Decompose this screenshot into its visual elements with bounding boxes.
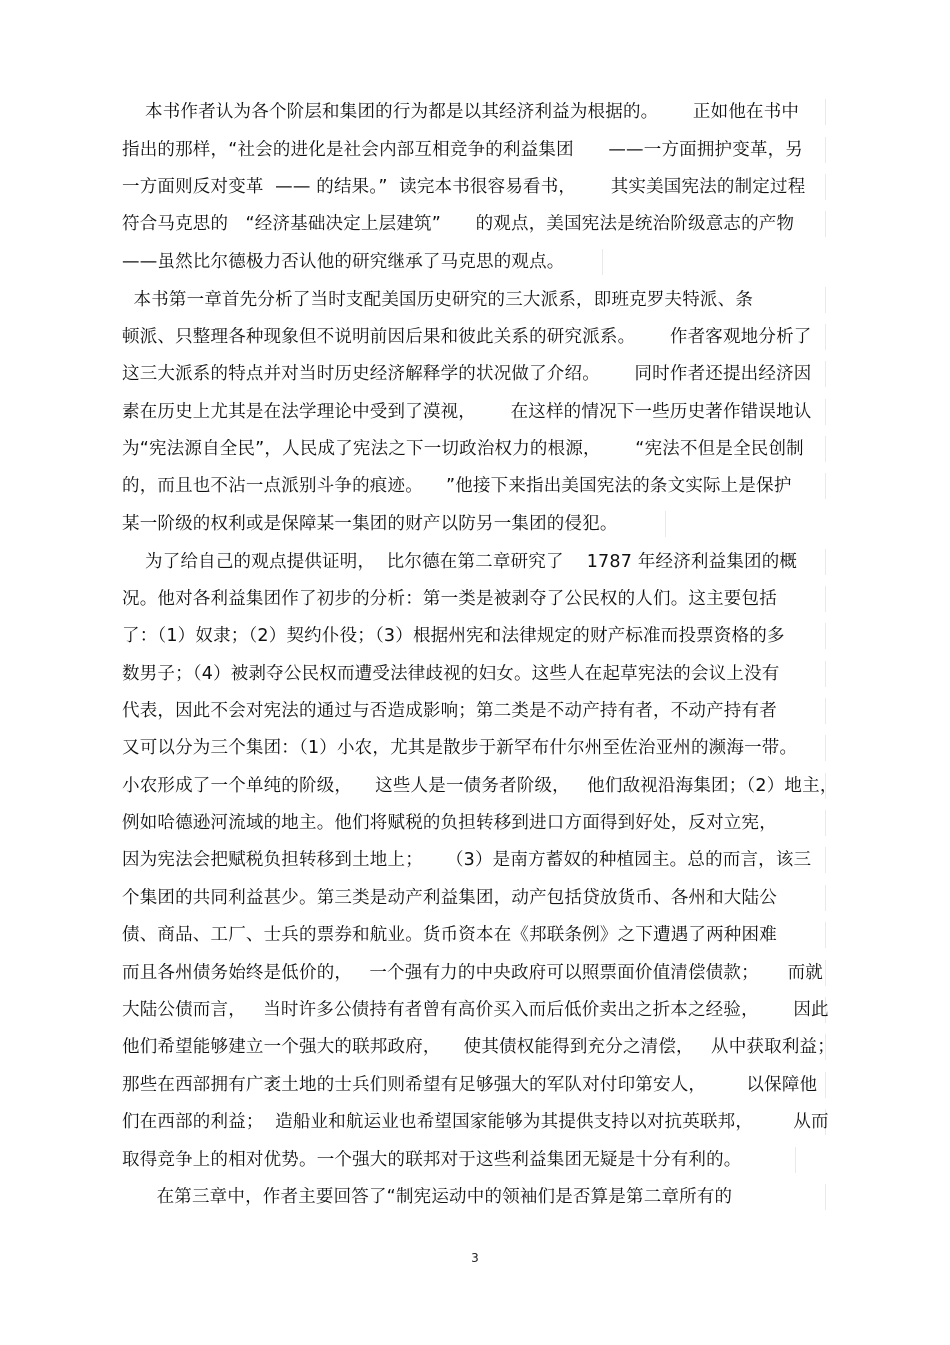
- text-line: 例如哈德逊河流域的地主。他们将赋税的负担转移到进口方面得到好处，反对立宪，: [122, 810, 826, 836]
- text-line: 了：（1）奴隶；（2）契约仆役；（3）根据州宪和法律规定的财产标准而投票资格的多: [122, 623, 826, 649]
- text-line: 取得竞争上的相对优势。一个强大的联邦对于这些利益集团无疑是十分有利的。: [122, 1147, 796, 1173]
- text-line: 小农形成了一个单纯的阶级， 这些人是一债务者阶级， 他们敌视沿海集团；（2）地主，: [122, 773, 826, 799]
- text-line: 本书第一章首先分析了当时支配美国历史研究的三大派系，即班克罗夫特派、条: [122, 287, 826, 313]
- text-line: 指出的那样，“社会的进化是社会内部互相竞争的利益集团 ——一方面拥护变革，另: [122, 137, 826, 163]
- page-number: 3: [471, 1251, 479, 1265]
- text-line: 符合马克思的 “经济基础决定上层建筑” 的观点，美国宪法是统治阶级意志的产物: [122, 211, 826, 237]
- text-line: 因为宪法会把赋税负担转移到土地上； （3）是南方蓄奴的种植园主。总的而言，该三: [122, 847, 826, 873]
- text-line: 为了给自己的观点提供证明， 比尔德在第二章研究了 1787 年经济利益集团的概: [122, 549, 826, 575]
- text-line: 大陆公债而言， 当时许多公债持有者曾有高价买入而后低价卖出之折本之经验， 因此: [122, 997, 826, 1023]
- text-line: 而且各州债务始终是低价的， 一个强有力的中央政府可以照票面价值清偿债款； 而就: [122, 960, 826, 986]
- text-line: 素在历史上尤其是在法学理论中受到了漠视， 在这样的情况下一些历史著作错误地认: [122, 399, 826, 425]
- text-line: 他们希望能够建立一个强大的联邦政府， 使其债权能得到充分之清偿， 从中获取利益；: [122, 1034, 826, 1060]
- text-line: 顿派、只整理各种现象但不说明前因后果和彼此关系的研究派系。 作者客观地分析了: [122, 324, 826, 350]
- text-line: 债、商品、工厂、士兵的票券和航业。货币资本在《邦联条例》之下遭遇了两种困难: [122, 922, 826, 948]
- text-line: 代表，因此不会对宪法的通过与否造成影响；第二类是不动产持有者，不动产持有者: [122, 698, 826, 724]
- text-line: 数男子；（4）被剥夺公民权而遭受法律歧视的妇女。这些人在起草宪法的会议上没有: [122, 661, 826, 687]
- text-line: 况。他对各利益集团作了初步的分析：第一类是被剥夺了公民权的人们。这主要包括: [122, 586, 826, 612]
- text-line: 们在西部的利益； 造船业和航运业也希望国家能够为其提供支持以对抗英联邦， 从而: [122, 1109, 826, 1135]
- text-line: 本书作者认为各个阶层和集团的行为都是以其经济利益为根据的。 正如他在书中: [122, 99, 826, 125]
- text-line: 个集团的共同利益甚少。第三类是动产利益集团，动产包括贷放货币、各州和大陆公: [122, 885, 826, 911]
- text-line: 为“宪法源自全民”，人民成了宪法之下一切政治权力的根源， “宪法不但是全民创制: [122, 436, 826, 462]
- text-line: 的，而且也不沾一点派别斗争的痕迹。 ”他接下来指出美国宪法的条文实际上是保护: [122, 473, 826, 499]
- text-line: 某一阶级的权利或是保障某一集团的财产以防另一集团的侵犯。: [122, 511, 666, 537]
- text-line: 在第三章中，作者主要回答了“制宪运动中的领袖们是否算是第二章所有的: [122, 1184, 826, 1210]
- text-line: 又可以分为三个集团：（1）小农，尤其是散步于新罕布什尔州至佐治亚州的濒海一带。: [122, 735, 826, 761]
- text-line: 一方面则反对变革 —— 的结果。” 读完本书很容易看书， 其实美国宪法的制定过程: [122, 174, 826, 200]
- text-line: ——虽然比尔德极力否认他的研究继承了马克思的观点。: [122, 249, 603, 275]
- text-line: 那些在西部拥有广袤土地的士兵们则希望有足够强大的军队对付印第安人， 以保障他: [122, 1072, 826, 1098]
- text-line: 这三大派系的特点并对当时历史经济解释学的状况做了介绍。 同时作者还提出经济因: [122, 361, 826, 387]
